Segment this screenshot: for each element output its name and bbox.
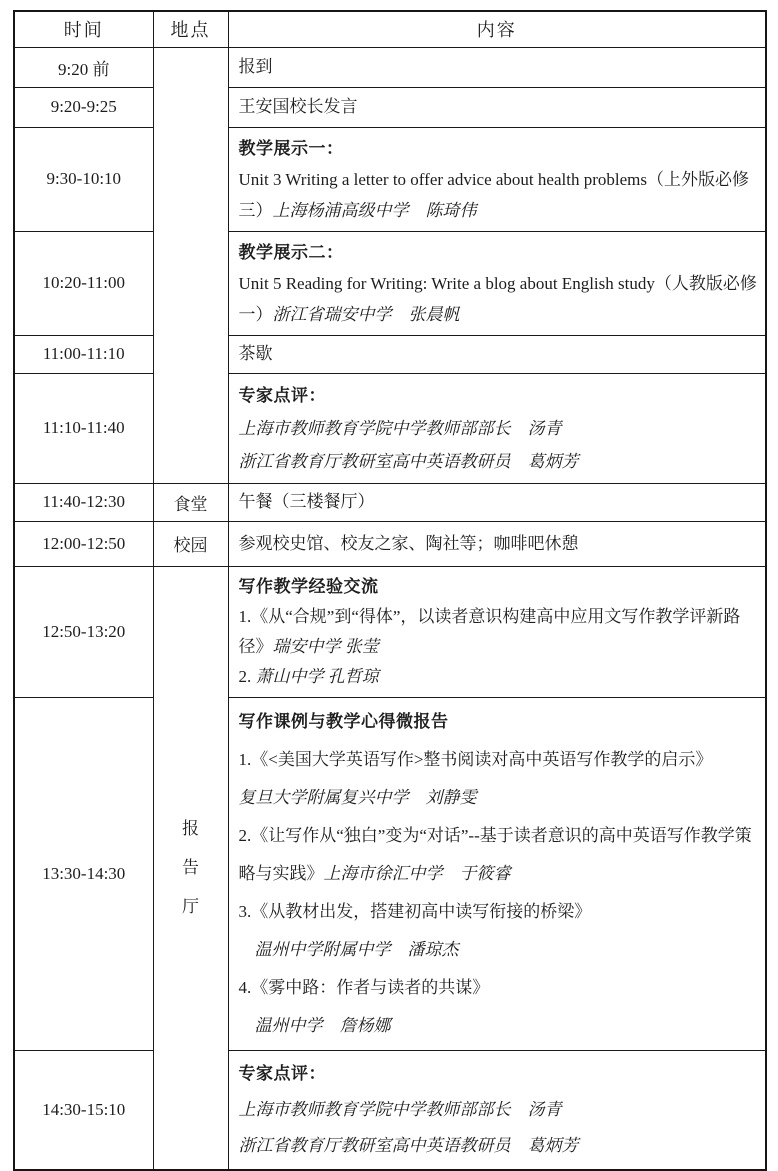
content-line	[239, 572, 758, 602]
content-line	[239, 662, 758, 692]
location-cell: 校园	[153, 521, 228, 566]
location-char: 告	[182, 858, 199, 877]
content-line	[239, 969, 758, 1007]
time-cell: 9:30-10:10	[14, 127, 153, 231]
header-time: 时间	[14, 11, 153, 47]
location-cell	[153, 47, 228, 483]
content-cell	[228, 127, 766, 231]
presenter-text: 复旦大学附属复兴中学 刘静雯	[238, 787, 477, 807]
table-row	[14, 231, 766, 335]
content-text: 午餐（三楼餐厅）	[238, 492, 375, 511]
time-cell: 13:30-14:30	[14, 697, 153, 1050]
content-cell	[228, 87, 766, 127]
presenter-text: 温州中学附属中学 潘琼杰	[254, 939, 459, 959]
time-cell: 11:10-11:40	[14, 373, 153, 483]
time-cell: 10:20-11:00	[14, 231, 153, 335]
table-row	[14, 47, 766, 87]
presenter-text: 浙江省瑞安中学 张晨帆	[272, 304, 460, 324]
content-text: 王安国校长发言	[238, 97, 358, 116]
content-text: 参观校史馆、校友之家、陶社等；咖啡吧休憩	[238, 533, 579, 553]
content-cell	[228, 373, 766, 483]
table-row	[14, 335, 766, 373]
presenter-text: 浙江省教育厅教研室高中英语教研员 葛炳芳	[238, 451, 579, 471]
location-char: 报	[182, 819, 199, 838]
content-text: Unit 5 Reading for Writing: Write a blog about English study（人教版必修一）	[238, 273, 757, 324]
content-cell	[228, 47, 766, 87]
content-text: 4.《雾中路：作者与读者的共谋》	[238, 977, 490, 997]
content-line	[239, 602, 758, 662]
presenter-text: 上海市教师教育学院中学教师部部长 汤青	[238, 418, 562, 438]
content-heading-text: 专家点评：	[238, 385, 326, 405]
presenter-text: 温州中学 詹杨娜	[254, 1015, 391, 1035]
presenter-text: 瑞安中学 张莹	[272, 636, 379, 656]
content-line	[239, 1007, 758, 1045]
content-heading-text: 专家点评：	[238, 1063, 326, 1083]
content-heading-text: 教学展示二：	[238, 242, 344, 262]
content-line	[239, 379, 758, 412]
content-line	[239, 490, 758, 514]
content-line	[239, 703, 758, 741]
content-line	[239, 55, 758, 79]
content-heading-text: 教学展示一：	[238, 138, 344, 158]
table-row	[14, 483, 766, 521]
content-text: 3.《从教材出发，搭建初高中读写衔接的桥梁》	[238, 901, 592, 921]
content-line	[239, 1056, 758, 1092]
location-cell: 食堂	[153, 483, 228, 521]
content-text: 1.《<美国大学英语写作>整书阅读对高中英语写作教学的启示》	[238, 749, 713, 769]
time-cell: 9:20-9:25	[14, 87, 153, 127]
table-row	[14, 521, 766, 566]
content-heading-text: 写作课例与教学心得微报告	[238, 711, 449, 731]
content-line	[239, 741, 758, 779]
table-row	[14, 566, 766, 697]
content-text: 1.《从“合规”到“得体”，以读者意识构建高中应用文写作教学评新路径》	[238, 606, 741, 656]
presenter-text: 浙江省教育厅教研室高中英语教研员 葛炳芳	[238, 1135, 579, 1155]
content-line	[239, 95, 758, 119]
content-line	[239, 817, 758, 893]
table-row	[14, 127, 766, 231]
time-cell: 11:40-12:30	[14, 483, 153, 521]
content-text: 2.《让写作从“独白”变为“对话”--基于读者意识的高中英语写作教学策略与实践》	[238, 825, 752, 883]
content-cell	[228, 231, 766, 335]
presenter-text: 萧山中学 孔哲琼	[255, 666, 379, 686]
schedule-table	[13, 10, 767, 1171]
content-cell	[228, 1050, 766, 1170]
content-line	[239, 532, 758, 556]
content-heading-text: 写作教学经验交流	[238, 576, 379, 596]
content-cell	[228, 335, 766, 373]
content-line	[239, 412, 758, 445]
table-row	[14, 1050, 766, 1170]
content-text: 报到	[238, 57, 273, 76]
content-cell	[228, 483, 766, 521]
content-cell	[228, 697, 766, 1050]
time-cell: 11:00-11:10	[14, 335, 153, 373]
content-line	[239, 133, 758, 164]
schedule-table-body	[14, 47, 766, 1170]
content-cell	[228, 521, 766, 566]
table-header	[14, 11, 766, 47]
content-line	[239, 1128, 758, 1164]
presenter-text: 上海市教师教育学院中学教师部部长 汤青	[238, 1099, 562, 1119]
header-location: 地点	[153, 11, 228, 47]
header-content: 内容	[228, 11, 766, 47]
content-text: Unit 3 Writing a letter to offer advice about health problems（上外版必修三）	[238, 169, 749, 220]
content-line	[239, 893, 758, 931]
location-char: 厅	[182, 897, 199, 916]
content-line	[239, 164, 758, 226]
presenter-text: 上海市徐汇中学 于筱睿	[323, 863, 511, 883]
content-line	[239, 237, 758, 268]
presenter-text: 上海杨浦高级中学 陈琦伟	[272, 200, 477, 220]
content-text: 2.	[238, 666, 256, 686]
content-line	[239, 268, 758, 330]
content-cell	[228, 566, 766, 697]
table-row	[14, 697, 766, 1050]
location-cell	[153, 566, 228, 1170]
table-row	[14, 373, 766, 483]
header-row	[14, 11, 766, 47]
time-cell: 12:00-12:50	[14, 521, 153, 566]
content-text: 茶歇	[238, 344, 273, 363]
content-line	[239, 779, 758, 817]
content-line	[239, 445, 758, 478]
content-line	[239, 1092, 758, 1128]
table-row	[14, 87, 766, 127]
content-line	[239, 342, 758, 366]
time-cell: 14:30-15:10	[14, 1050, 153, 1170]
time-cell: 12:50-13:20	[14, 566, 153, 697]
time-cell: 9:20 前	[14, 47, 153, 87]
content-line	[239, 931, 758, 969]
